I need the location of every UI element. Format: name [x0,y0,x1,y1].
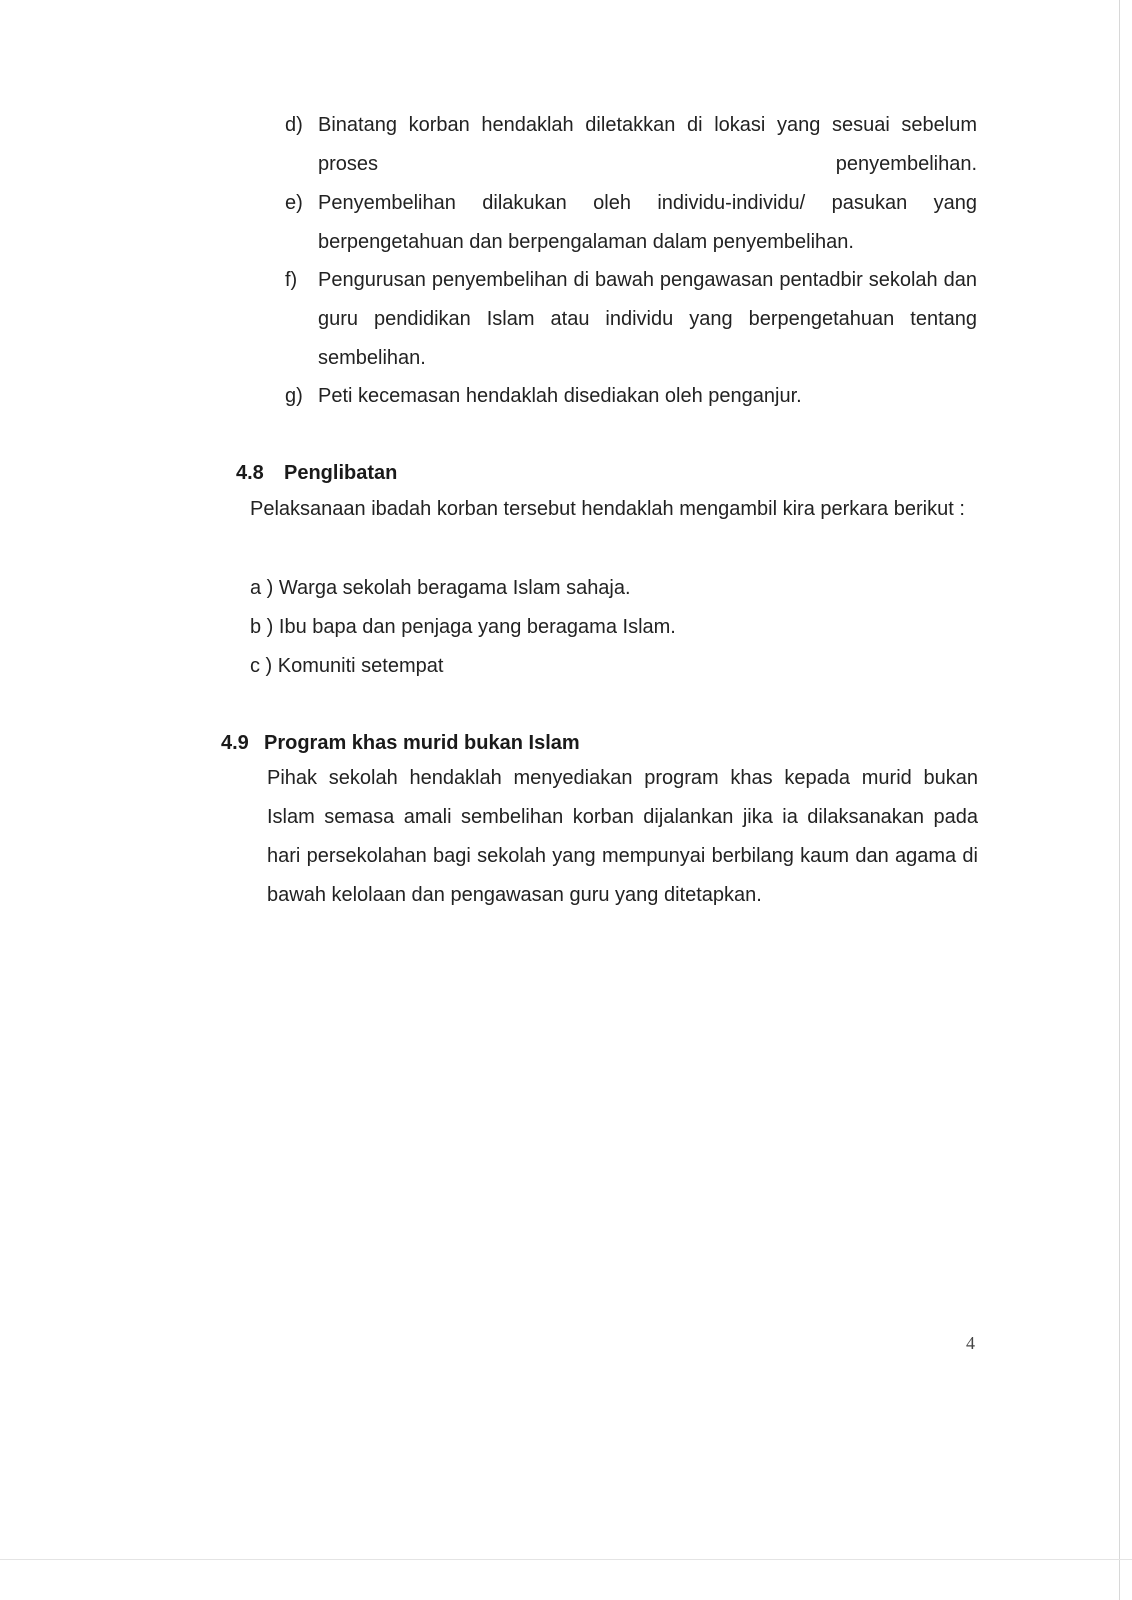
list-item-label: g) [285,385,303,407]
participant-item-a: a ) Warga sekolah beragama Islam sahaja. [250,577,631,599]
section-number: 4.8 [236,462,264,484]
scan-edge-right [1119,0,1120,1600]
section-4-9-heading [221,731,580,755]
section-title: Penglibatan [284,462,398,484]
participant-item-c: c ) Komuniti setempat [250,655,444,677]
scan-edge-bottom [0,1559,1132,1560]
list-item-text: Peti kecemasan hendaklah disediakan oleh penganjur. [318,385,802,407]
list-item-label: f) [285,269,298,291]
list-item-text: Pengurusan penyembelihan di bawah pengawasan pentadbir sekolah dan guru pendidikan Islam atau individu yang berpengetahuan tentang sembelihan. [318,269,977,369]
section-title: Program khas murid bukan Islam [264,732,580,754]
list-item-g [285,377,977,416]
list-item-label: e) [285,192,303,214]
list-item-text: Binatang korban hendaklah diletakkan di lokasi yang sesuai sebelum proses penyembelihan. [318,114,977,175]
list-item-f [285,261,977,378]
page-number: 4 [966,1333,975,1353]
section-4-8-heading [236,461,397,485]
section-number: 4.9 [221,732,249,754]
participant-item-b: b ) Ibu bapa dan penjaga yang beragama Islam. [250,616,676,638]
list-item-d [285,106,977,184]
list-item-label: d) [285,114,303,136]
list-item-text: Penyembelihan dilakukan oleh individu-individu/ pasukan yang berpengetahuan dan berpengalaman dalam penyembelihan. [318,192,977,253]
section-4-8-intro: Pelaksanaan ibadah korban tersebut hendaklah mengambil kira perkara berikut : [250,498,965,520]
list-item-e [285,184,977,262]
section-4-9-body: Pihak sekolah hendaklah menyediakan program khas kepada murid bukan Islam semasa amali sembelihan korban dijalankan jika ia dilaksanakan pada hari persekolahan bagi sekolah yang mempunyai berbilang kaum dan agama di bawah kelolaan dan pengawasan guru yang ditetapkan. [267,767,978,906]
